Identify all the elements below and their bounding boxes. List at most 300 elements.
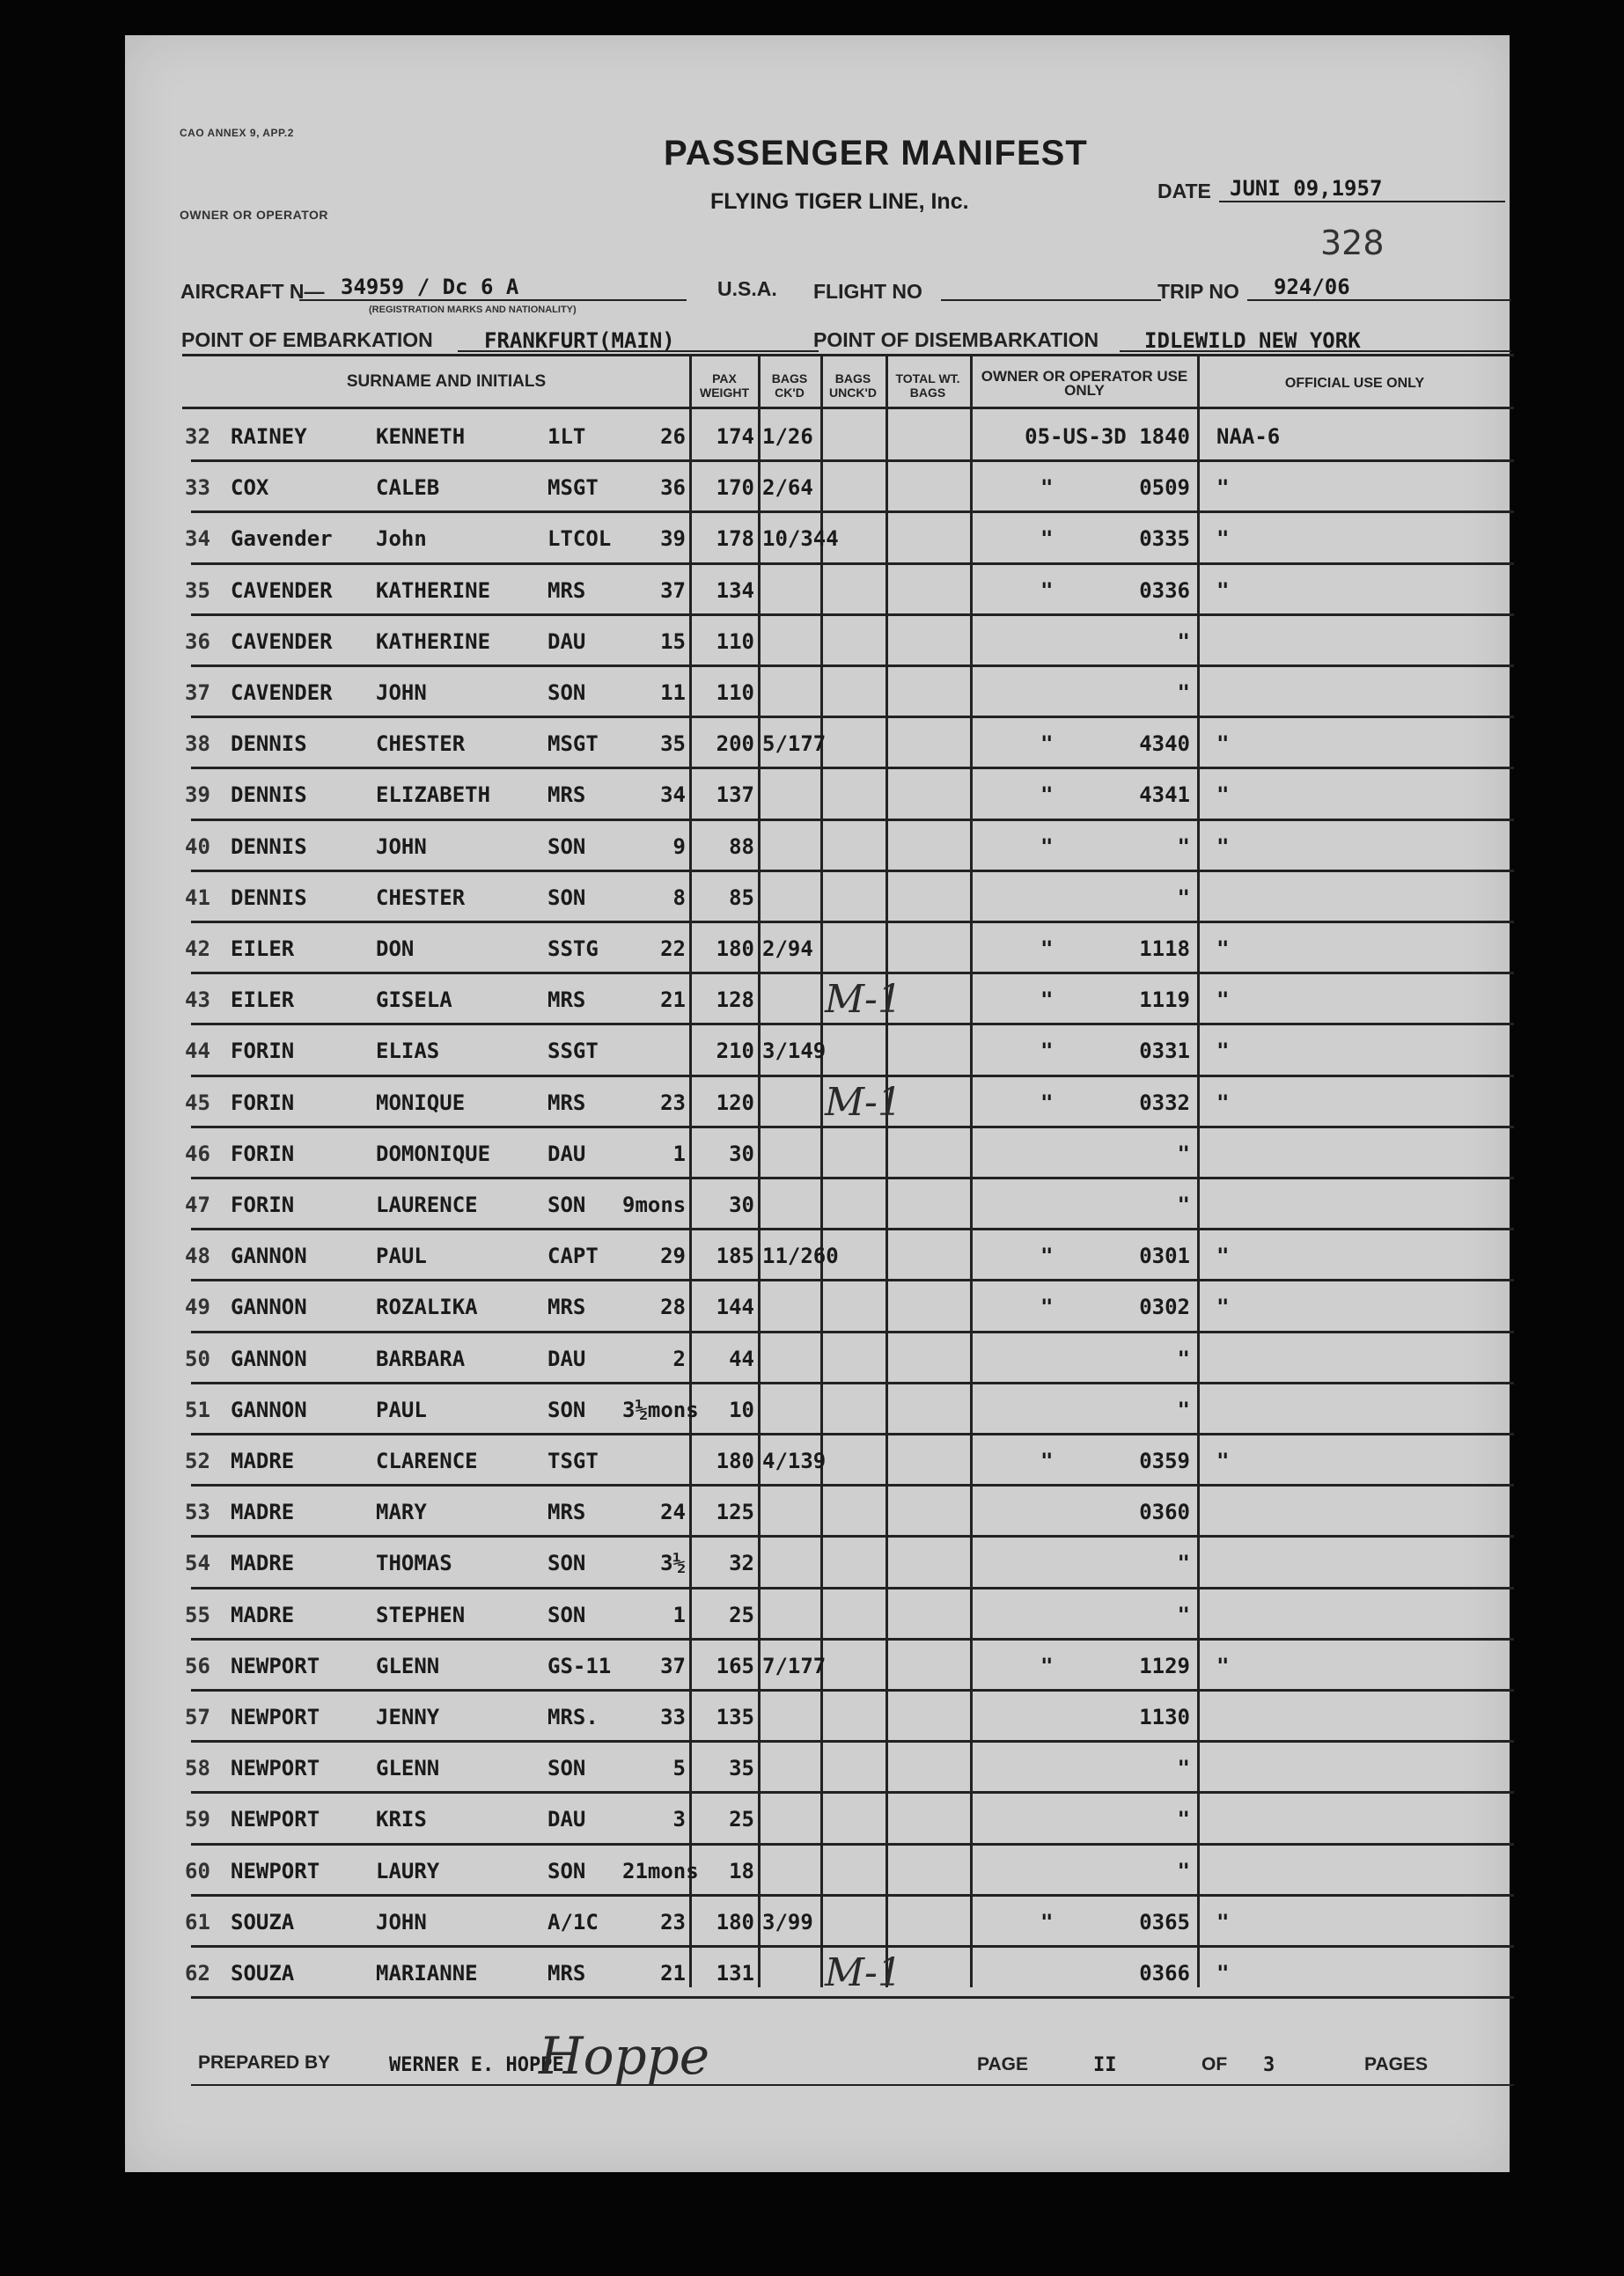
cell-given: BARBARA <box>376 1346 466 1371</box>
row-number: 34 <box>185 526 210 552</box>
cell-owner: 0332 <box>1139 1090 1190 1115</box>
cell-weight: 125 <box>716 1500 754 1525</box>
row-number: 54 <box>185 1551 210 1576</box>
cell-owner: 0365 <box>1139 1909 1190 1935</box>
owner-operator-label: OWNER OR OPERATOR <box>180 208 328 222</box>
row-number: 39 <box>185 782 210 808</box>
cell-owner: 4340 <box>1139 731 1190 757</box>
row-number: 51 <box>185 1397 210 1422</box>
cell-given: KENNETH <box>376 424 466 449</box>
cell-surname: GANNON <box>231 1295 307 1320</box>
cell-bags: 11/260 <box>762 1244 839 1269</box>
cell-official: " <box>1216 731 1230 757</box>
cell-official: " <box>1216 1961 1230 1986</box>
cell-owner: 1129 <box>1139 1653 1190 1678</box>
cell-official: " <box>1216 1653 1230 1678</box>
row-number: 43 <box>185 987 210 1013</box>
row-divider <box>191 510 1514 513</box>
handwritten-number: 328 <box>1320 224 1385 262</box>
cell-official: NAA-6 <box>1216 424 1281 449</box>
row-divider <box>191 1535 1514 1538</box>
cell-title: A/1C <box>547 1909 599 1935</box>
handwritten-note: M-1 <box>825 977 902 1023</box>
cell-surname: NEWPORT <box>231 1858 320 1883</box>
row-number: 46 <box>185 1141 210 1166</box>
cell-weight: 30 <box>729 1193 754 1217</box>
row-divider <box>191 664 1514 667</box>
cell-age: 9 <box>672 833 686 859</box>
col-bags-ckd-header: BAGS CK'D <box>771 371 808 400</box>
cell-given: GISELA <box>376 987 452 1013</box>
cell-owner: 0359 <box>1139 1449 1190 1473</box>
cell-weight: 180 <box>716 1449 754 1473</box>
cell-age: 28 <box>660 1295 686 1320</box>
cell-given: JOHN <box>376 1909 427 1935</box>
cell-title: MRS <box>547 1500 586 1525</box>
cell-surname: CAVENDER <box>231 680 333 705</box>
cell-surname: RAINEY <box>231 424 307 449</box>
cell-age: 9mons <box>622 1193 687 1217</box>
cell-official: " <box>1216 1909 1230 1935</box>
row-divider <box>191 921 1514 923</box>
cell-weight: 134 <box>716 577 754 603</box>
cell-title: MSGT <box>547 731 599 757</box>
cell-surname: EILER <box>231 936 295 961</box>
cell-title: DAU <box>547 1807 586 1832</box>
cell-owner-ditto: " <box>1040 1244 1054 1269</box>
row-number: 62 <box>185 1961 210 1986</box>
col-bags-unckd-header: BAGS UNCK'D <box>829 371 877 400</box>
cell-title: DAU <box>547 1346 586 1371</box>
row-divider <box>191 1228 1514 1230</box>
row-divider <box>191 1587 1514 1590</box>
cell-given: JOHN <box>376 680 427 705</box>
cell-weight: 170 <box>716 475 754 501</box>
flight-no-label: FLIGHT NO <box>813 280 922 303</box>
row-divider <box>191 1996 1514 1999</box>
row-divider <box>191 1023 1514 1025</box>
cell-owner: " <box>1177 680 1190 705</box>
cell-owner: " <box>1177 1602 1190 1627</box>
cell-weight: 137 <box>716 782 754 808</box>
cell-owner: 05-US-3D 1840 <box>1025 424 1190 449</box>
cell-owner: " <box>1177 1756 1190 1781</box>
row-divider <box>191 870 1514 872</box>
page-title: PASSENGER MANIFEST <box>664 134 1088 173</box>
cell-owner-ditto: " <box>1040 1449 1054 1473</box>
cell-given: MONIQUE <box>376 1090 466 1115</box>
cell-age: 3½ <box>660 1551 686 1576</box>
cell-surname: DENNIS <box>231 885 307 910</box>
cell-title: CAPT <box>547 1244 599 1269</box>
trip-no-label: TRIP NO <box>1157 280 1239 303</box>
cell-weight: 10 <box>729 1397 754 1422</box>
trip-no-value: 924/06 <box>1274 275 1350 299</box>
disembarkation-value: IDLEWILD NEW YORK <box>1144 328 1361 353</box>
cell-title: MRS <box>547 1961 586 1986</box>
cell-owner: 0301 <box>1139 1244 1190 1269</box>
cell-surname: FORIN <box>231 1039 295 1064</box>
handwritten-note: M-1 <box>825 1950 902 1995</box>
row-number: 58 <box>185 1756 210 1781</box>
cell-owner-ditto: " <box>1040 1653 1054 1678</box>
row-divider <box>191 1126 1514 1128</box>
col-official-use-header: OFFICIAL USE ONLY <box>1284 376 1425 391</box>
row-number: 50 <box>185 1346 210 1371</box>
cell-given: ELIAS <box>376 1039 440 1064</box>
cell-weight: 25 <box>729 1807 754 1832</box>
cell-given: MARIANNE <box>376 1961 478 1986</box>
cell-age: 1 <box>672 1602 686 1627</box>
cell-given: JENNY <box>376 1705 440 1729</box>
cell-surname: FORIN <box>231 1090 295 1115</box>
cell-owner: 0331 <box>1139 1039 1190 1064</box>
cell-surname: Gavender <box>231 526 333 552</box>
cell-owner-ditto: " <box>1040 1909 1054 1935</box>
row-divider <box>191 1331 1514 1333</box>
cell-given: ROZALIKA <box>376 1295 478 1320</box>
cell-surname: NEWPORT <box>231 1653 320 1678</box>
cell-title: SON <box>547 833 586 859</box>
of-label: OF <box>1201 2054 1228 2074</box>
cell-given: CLARENCE <box>376 1449 478 1473</box>
row-number: 49 <box>185 1295 210 1320</box>
cell-title: SON <box>547 1602 586 1627</box>
row-number: 33 <box>185 475 210 501</box>
cell-title: 1LT <box>547 424 586 449</box>
cell-given: MARY <box>376 1500 427 1525</box>
cell-age: 37 <box>660 1653 686 1678</box>
cell-surname: MADRE <box>231 1602 295 1627</box>
cell-given: KATHERINE <box>376 577 491 603</box>
cell-owner: 1130 <box>1139 1705 1190 1729</box>
cell-owner: " <box>1177 1397 1190 1422</box>
cell-surname: FORIN <box>231 1141 295 1166</box>
cell-title: MSGT <box>547 475 599 501</box>
cell-title: SSTG <box>547 936 599 961</box>
cell-surname: DENNIS <box>231 731 307 757</box>
row-number: 44 <box>185 1039 210 1064</box>
cell-surname: GANNON <box>231 1346 307 1371</box>
cell-official: " <box>1216 936 1230 961</box>
cell-given: CHESTER <box>376 885 466 910</box>
row-divider <box>191 1433 1514 1435</box>
signature: Hoppe <box>539 2026 710 2086</box>
page-label: PAGE <box>977 2054 1028 2074</box>
cell-age: 35 <box>660 731 686 757</box>
cell-age: 1 <box>672 1141 686 1166</box>
disembarkation-label: POINT OF DISEMBARKATION <box>813 328 1099 351</box>
cell-owner: " <box>1177 1141 1190 1166</box>
cell-title: SON <box>547 1397 586 1422</box>
cell-official: " <box>1216 833 1230 859</box>
aircraft-value: 34959 / Dc 6 A <box>341 275 519 299</box>
cell-official: " <box>1216 475 1230 501</box>
cell-surname: GANNON <box>231 1244 307 1269</box>
cell-surname: CAVENDER <box>231 577 333 603</box>
row-divider <box>191 972 1514 974</box>
row-number: 55 <box>185 1602 210 1627</box>
date-label: DATE <box>1157 180 1211 202</box>
cell-title: MRS <box>547 1295 586 1320</box>
cell-bags: 3/99 <box>762 1909 813 1935</box>
cell-owner-ditto: " <box>1040 526 1054 552</box>
cell-given: KATHERINE <box>376 628 491 654</box>
cell-age: 29 <box>660 1244 686 1269</box>
cell-age: 34 <box>660 782 686 808</box>
cell-owner: 1119 <box>1139 987 1190 1013</box>
cell-owner-ditto: " <box>1040 833 1054 859</box>
cell-age: 3½mons <box>622 1397 699 1422</box>
row-divider <box>191 1689 1514 1692</box>
cell-official: " <box>1216 526 1230 552</box>
cell-surname: NEWPORT <box>231 1756 320 1781</box>
cell-given: STEPHEN <box>376 1602 466 1627</box>
cell-owner: " <box>1177 628 1190 654</box>
cell-owner: 0360 <box>1139 1500 1190 1525</box>
col-pax-weight-header: PAX WEIGHT <box>700 371 749 400</box>
cell-surname: NEWPORT <box>231 1807 320 1832</box>
cell-surname: DENNIS <box>231 782 307 808</box>
cell-title: SON <box>547 680 586 705</box>
cell-owner-ditto: " <box>1040 936 1054 961</box>
cell-title: SON <box>547 885 586 910</box>
cell-owner: 0366 <box>1139 1961 1190 1986</box>
of-value: 3 <box>1263 2054 1275 2076</box>
cell-title: MRS <box>547 577 586 603</box>
row-number: 53 <box>185 1500 210 1525</box>
cell-surname: GANNON <box>231 1397 307 1422</box>
row-divider <box>191 1279 1514 1281</box>
cell-owner: " <box>1177 833 1190 859</box>
cell-surname: COX <box>231 475 269 501</box>
embarkation-value: FRANKFURT(MAIN) <box>484 328 675 353</box>
cell-given: PAUL <box>376 1397 427 1422</box>
cell-owner: 0509 <box>1139 475 1190 501</box>
cell-surname: SOUZA <box>231 1909 295 1935</box>
cell-age: 24 <box>660 1500 686 1525</box>
cell-title: DAU <box>547 1141 586 1166</box>
row-divider <box>191 1843 1514 1846</box>
cell-weight: 144 <box>716 1295 754 1320</box>
cell-bags: 5/177 <box>762 731 827 757</box>
cell-surname: CAVENDER <box>231 628 333 654</box>
cell-age: 23 <box>660 1909 686 1935</box>
cell-age: 33 <box>660 1705 686 1729</box>
cell-bags: 2/94 <box>762 936 813 961</box>
cell-age: 21 <box>660 987 686 1013</box>
cell-age: 21 <box>660 1961 686 1986</box>
cell-given: LAURY <box>376 1858 440 1883</box>
cell-age: 26 <box>660 424 686 449</box>
cell-weight: 32 <box>729 1551 754 1576</box>
row-divider <box>191 1484 1514 1487</box>
cell-weight: 35 <box>729 1756 754 1781</box>
cell-owner-ditto: " <box>1040 577 1054 603</box>
cell-weight: 85 <box>729 885 754 910</box>
cell-title: MRS. <box>547 1705 599 1729</box>
cell-title: SON <box>547 1756 586 1781</box>
cell-given: CALEB <box>376 475 440 501</box>
registration-note: (REGISTRATION MARKS AND NATIONALITY) <box>369 305 577 315</box>
cell-owner: " <box>1177 1807 1190 1832</box>
cell-title: GS-11 <box>547 1653 612 1678</box>
row-divider <box>191 459 1514 462</box>
cell-age: 3 <box>672 1807 686 1832</box>
cell-age: 21mons <box>622 1858 699 1883</box>
cell-given: JOHN <box>376 833 427 859</box>
cell-official: " <box>1216 1449 1230 1473</box>
row-number: 57 <box>185 1705 210 1729</box>
cell-owner-ditto: " <box>1040 1039 1054 1064</box>
cell-age: 36 <box>660 475 686 501</box>
cell-owner: 0302 <box>1139 1295 1190 1320</box>
cell-title: DAU <box>547 628 586 654</box>
cell-title: SON <box>547 1193 586 1217</box>
cell-bags: 4/139 <box>762 1449 827 1473</box>
cell-age: 11 <box>660 680 686 705</box>
row-divider <box>191 1791 1514 1794</box>
cell-age: 39 <box>660 526 686 552</box>
prepared-by-value: WERNER E. HOPPE <box>389 2054 564 2076</box>
row-number: 32 <box>185 424 210 449</box>
cell-surname: NEWPORT <box>231 1705 320 1729</box>
cell-given: PAUL <box>376 1244 427 1269</box>
row-divider <box>191 613 1514 616</box>
cell-weight: 180 <box>716 936 754 961</box>
cell-owner: " <box>1177 885 1190 910</box>
cell-bags: 7/177 <box>762 1653 827 1678</box>
cell-weight: 178 <box>716 526 754 552</box>
row-number: 59 <box>185 1807 210 1832</box>
cell-owner: " <box>1177 1551 1190 1576</box>
cell-weight: 174 <box>716 424 754 449</box>
manifest-sheet <box>125 35 1510 2172</box>
cell-owner: " <box>1177 1346 1190 1371</box>
row-number: 36 <box>185 628 210 654</box>
cell-weight: 200 <box>716 731 754 757</box>
nationality: U.S.A. <box>717 277 777 300</box>
cell-given: DON <box>376 936 415 961</box>
cell-owner: 4341 <box>1139 782 1190 808</box>
aircraft-label: AIRCRAFT N— <box>180 280 325 303</box>
row-divider <box>191 1075 1514 1077</box>
cell-given: ELIZABETH <box>376 782 491 808</box>
cell-title: SSGT <box>547 1039 599 1064</box>
cell-owner: " <box>1177 1858 1190 1883</box>
cell-given: DOMONIQUE <box>376 1141 491 1166</box>
cell-owner-ditto: " <box>1040 987 1054 1013</box>
cell-age: 37 <box>660 577 686 603</box>
row-number: 47 <box>185 1193 210 1217</box>
cell-weight: 18 <box>729 1858 754 1883</box>
handwritten-note: M-1 <box>825 1079 902 1125</box>
page-value: II <box>1093 2054 1117 2076</box>
cell-official: " <box>1216 987 1230 1013</box>
row-number: 48 <box>185 1244 210 1269</box>
cell-weight: 88 <box>729 833 754 859</box>
cell-owner: " <box>1177 1193 1190 1217</box>
cell-weight: 44 <box>729 1346 754 1371</box>
row-divider <box>191 1638 1514 1641</box>
row-divider <box>191 1177 1514 1179</box>
cell-weight: 131 <box>716 1961 754 1986</box>
row-number: 61 <box>185 1909 210 1935</box>
cell-weight: 185 <box>716 1244 754 1269</box>
cell-age: 23 <box>660 1090 686 1115</box>
row-number: 37 <box>185 680 210 705</box>
row-number: 56 <box>185 1653 210 1678</box>
cell-official: " <box>1216 1295 1230 1320</box>
cell-given: LAURENCE <box>376 1193 478 1217</box>
cell-official: " <box>1216 1039 1230 1064</box>
cell-title: LTCOL <box>547 526 612 552</box>
cell-weight: 135 <box>716 1705 754 1729</box>
embarkation-label: POINT OF EMBARKATION <box>181 328 433 351</box>
row-divider <box>191 1945 1514 1948</box>
cell-official: " <box>1216 782 1230 808</box>
row-number: 35 <box>185 577 210 603</box>
cell-surname: EILER <box>231 987 295 1013</box>
cell-weight: 30 <box>729 1141 754 1166</box>
row-divider <box>191 1894 1514 1897</box>
cell-official: " <box>1216 1244 1230 1269</box>
cell-owner-ditto: " <box>1040 1295 1054 1320</box>
cell-given: GLENN <box>376 1653 440 1678</box>
cell-owner: 1118 <box>1139 936 1190 961</box>
cell-bags: 3/149 <box>762 1039 827 1064</box>
pages-label: PAGES <box>1364 2054 1428 2074</box>
cell-weight: 210 <box>716 1039 754 1064</box>
cell-official: " <box>1216 1090 1230 1115</box>
cell-given: KRIS <box>376 1807 427 1832</box>
cell-age: 5 <box>672 1756 686 1781</box>
cell-bags: 10/344 <box>762 526 839 552</box>
row-number: 41 <box>185 885 210 910</box>
row-number: 40 <box>185 833 210 859</box>
row-divider <box>191 716 1514 718</box>
cell-given: CHESTER <box>376 731 466 757</box>
form-code: CAO ANNEX 9, APP.2 <box>180 127 294 139</box>
col-surname-header: SURNAME AND INITIALS <box>346 372 547 391</box>
cell-given: John <box>376 526 427 552</box>
row-divider <box>191 562 1514 565</box>
cell-weight: 25 <box>729 1602 754 1627</box>
cell-owner-ditto: " <box>1040 475 1054 501</box>
cell-surname: MADRE <box>231 1449 295 1473</box>
cell-title: SON <box>547 1551 586 1576</box>
airline-name: FLYING TIGER LINE, Inc. <box>710 189 969 214</box>
date-value: JUNI 09,1957 <box>1230 176 1383 201</box>
cell-weight: 128 <box>716 987 754 1013</box>
cell-given: THOMAS <box>376 1551 452 1576</box>
cell-surname: MADRE <box>231 1551 295 1576</box>
row-divider <box>191 767 1514 769</box>
cell-title: MRS <box>547 1090 586 1115</box>
row-divider <box>191 1740 1514 1743</box>
cell-weight: 165 <box>716 1653 754 1678</box>
cell-weight: 180 <box>716 1909 754 1935</box>
cell-surname: FORIN <box>231 1193 295 1217</box>
row-number: 38 <box>185 731 210 757</box>
cell-title: MRS <box>547 987 586 1013</box>
cell-owner: 0335 <box>1139 526 1190 552</box>
cell-weight: 120 <box>716 1090 754 1115</box>
prepared-by-label: PREPARED BY <box>198 2052 331 2073</box>
cell-owner-ditto: " <box>1040 731 1054 757</box>
cell-age: 2 <box>672 1346 686 1371</box>
cell-official: " <box>1216 577 1230 603</box>
